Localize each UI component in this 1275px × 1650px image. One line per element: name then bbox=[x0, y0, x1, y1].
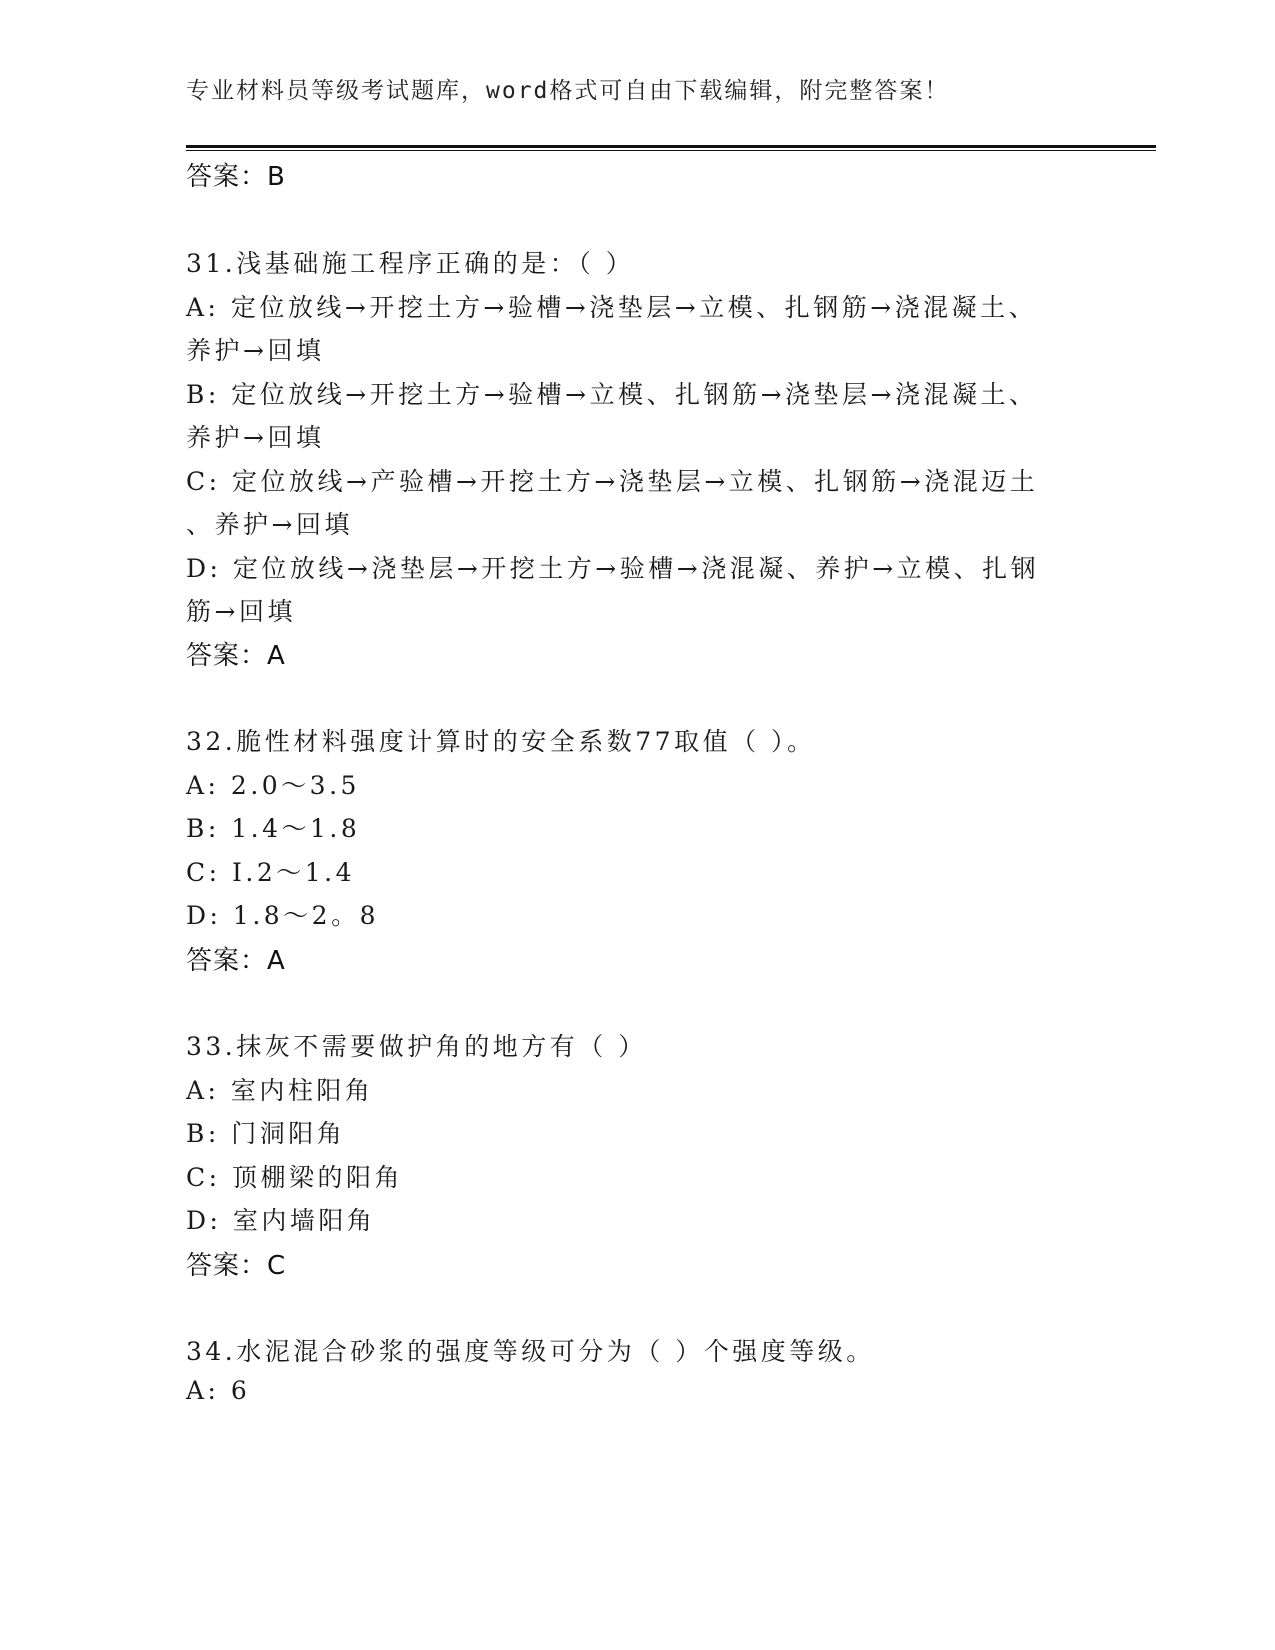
question-32-option-b: B: 1.4～1.8 bbox=[186, 814, 361, 843]
header-rule-thin bbox=[186, 150, 1156, 151]
question-31-option-c-cont: 、养护→回填 bbox=[186, 510, 353, 539]
question-34-stem: 34.水泥混合砂浆的强度等级可分为（ ）个强度等级。 bbox=[186, 1337, 875, 1366]
question-31-option-a-cont: 养护→回填 bbox=[186, 336, 325, 365]
previous-answer: 答案：B bbox=[186, 162, 286, 192]
question-32-option-c: C: I.2～1.4 bbox=[186, 858, 355, 887]
question-31-option-b: B: 定位放线→开挖土方→验槽→立模、扎钢筋→浇垫层→浇混凝土、 bbox=[186, 380, 1038, 409]
question-31-stem: 31.浅基础施工程序正确的是：（ ） bbox=[186, 249, 635, 278]
question-31-option-b-cont: 养护→回填 bbox=[186, 423, 325, 452]
question-32-stem: 32.脆性材料强度计算时的安全系数77取值（ ）。 bbox=[186, 727, 816, 756]
question-31-answer: 答案：A bbox=[186, 641, 286, 671]
question-32-answer: 答案：A bbox=[186, 946, 286, 976]
question-31-option-d-cont: 筋→回填 bbox=[186, 597, 296, 626]
question-31-option-a: A: 定位放线→开挖土方→验槽→浇垫层→立模、扎钢筋→浇混凝土、 bbox=[186, 293, 1038, 322]
question-33-answer: 答案：C bbox=[186, 1251, 287, 1281]
question-32-option-d: D: 1.8～2。8 bbox=[186, 901, 379, 930]
page-header: 专业材料员等级考试题库，word格式可自由下载编辑，附完整答案！ bbox=[186, 78, 950, 104]
question-31-option-d: D: 定位放线→浇垫层→开挖土方→验槽→浇混凝、养护→立模、扎钢 bbox=[186, 554, 1040, 583]
question-32-option-a: A: 2.0～3.5 bbox=[186, 771, 360, 800]
question-33-option-b: B: 门洞阳角 bbox=[186, 1119, 346, 1148]
question-34-option-a: A: 6 bbox=[186, 1376, 251, 1405]
header-rule-thick bbox=[186, 145, 1156, 148]
question-31-option-c: C: 定位放线→产验槽→开挖土方→浇垫层→立模、扎钢筋→浇混迈土 bbox=[186, 467, 1039, 496]
question-33-option-c: C: 顶棚梁的阳角 bbox=[186, 1163, 403, 1192]
question-33-option-d: D: 室内墙阳角 bbox=[186, 1206, 376, 1235]
question-33-option-a: A: 室内柱阳角 bbox=[186, 1076, 374, 1105]
question-33-stem: 33.抹灰不需要做护角的地方有（ ） bbox=[186, 1032, 647, 1061]
